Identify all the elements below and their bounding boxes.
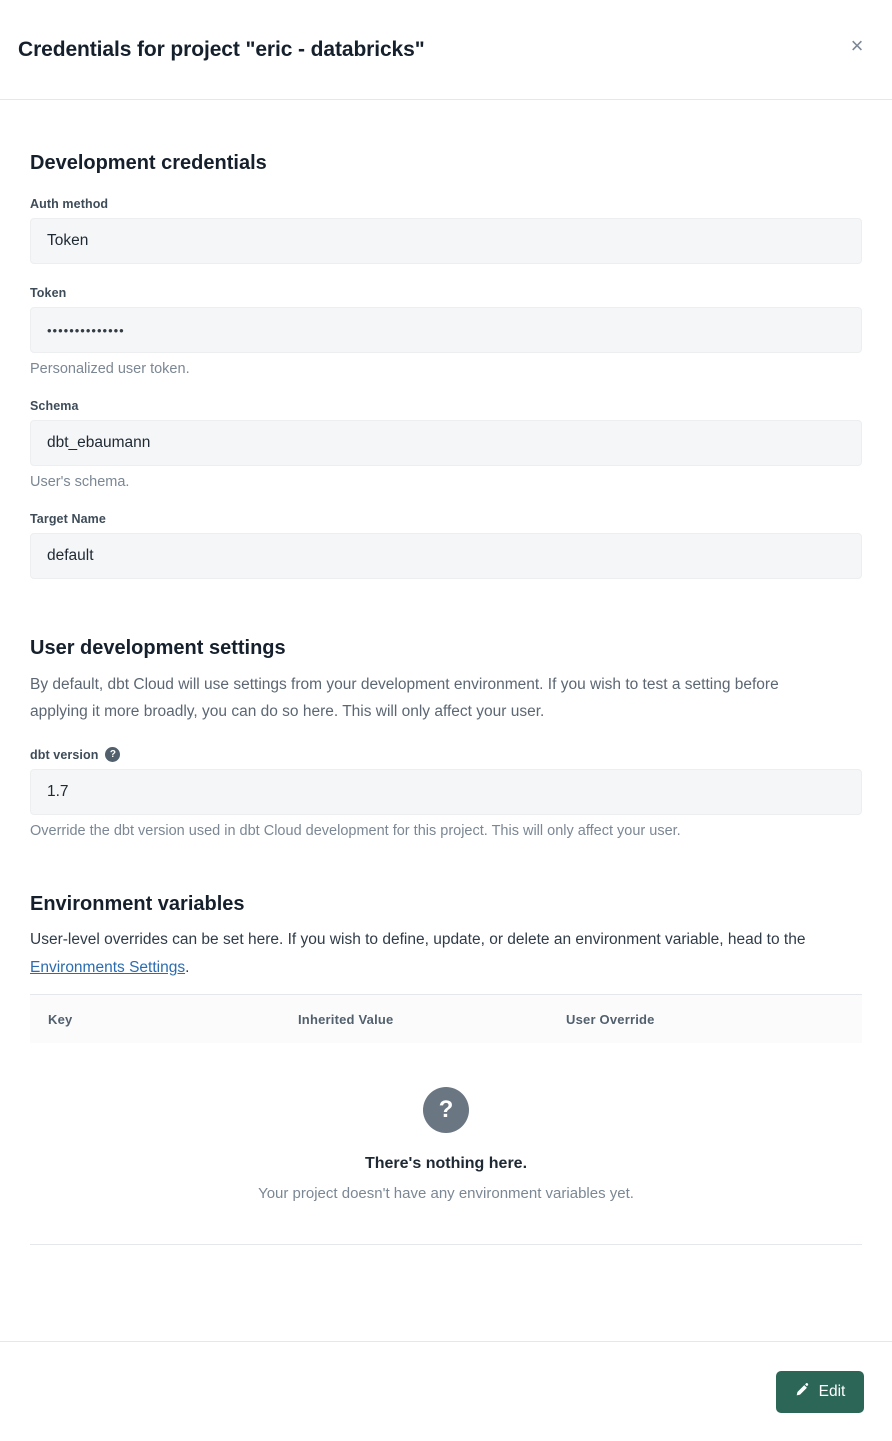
environments-settings-link[interactable]: Environments Settings (30, 958, 186, 976)
edit-button[interactable] (776, 1371, 864, 1413)
field-target-name (30, 512, 862, 579)
schema-input[interactable]: dbt_ebaumann (30, 420, 862, 466)
field-schema (30, 399, 862, 490)
empty-state-subtitle: Your project doesn't have any environment variables yet. (258, 1185, 634, 1203)
env-desc-after: . (185, 958, 190, 976)
environment-variables-table (30, 994, 862, 1245)
table-header-row (30, 995, 862, 1043)
modal-footer (0, 1341, 892, 1441)
field-label-dbt-version (30, 747, 862, 762)
column-header-key: Key (48, 1011, 73, 1027)
schema-help-text: User's schema. (30, 474, 130, 490)
question-mark-circle-icon: ? (423, 1087, 469, 1133)
auth-method-input[interactable]: Token (30, 218, 862, 264)
target-name-input[interactable]: default (30, 533, 862, 579)
question-mark-icon[interactable]: ? (105, 747, 120, 762)
user-development-settings-description: By default, dbt Cloud will use settings from your development environment. If you wish to test a setting before applying it more broadly, you can do so here. This will only affect your user. (30, 676, 779, 720)
empty-state (30, 1043, 862, 1244)
development-credentials-heading: Development credentials (30, 152, 267, 174)
modal-body (0, 100, 892, 1341)
dbt-version-help-text: Override the dbt version used in dbt Cloud development for this project. This will only affect your user. (30, 823, 681, 840)
pencil-icon (795, 1382, 810, 1402)
empty-state-title: There's nothing here. (364, 1155, 528, 1173)
dbt-version-label-text: dbt version (30, 747, 99, 762)
field-label-schema: Schema (30, 399, 79, 413)
field-label-auth-method: Auth method (30, 197, 109, 211)
environment-variables-heading: Environment variables (30, 893, 245, 916)
field-label-token: Token (30, 286, 67, 300)
field-label-target-name: Target Name (30, 512, 106, 526)
field-dbt-version (30, 747, 862, 839)
token-input[interactable]: •••••••••••••• (30, 307, 862, 353)
modal-header (0, 0, 892, 100)
dbt-version-input[interactable]: 1.7 (30, 769, 862, 815)
close-icon[interactable]: × (844, 33, 870, 59)
page-title: Credentials for project "eric - databricks" (18, 37, 425, 61)
edit-button-label: Edit (818, 1382, 846, 1400)
column-header-inherited-value: Inherited Value (298, 1011, 394, 1027)
column-header-user-override: User Override (566, 1011, 655, 1027)
token-help-text: Personalized user token. (30, 361, 190, 377)
environment-variables-description (30, 926, 860, 981)
env-desc-before: User-level overrides can be set here. If you wish to define, update, or delete an environment variable, head to the (30, 931, 806, 949)
user-development-settings-heading: User development settings (30, 637, 286, 659)
field-token (30, 286, 862, 377)
field-auth-method (30, 197, 862, 264)
